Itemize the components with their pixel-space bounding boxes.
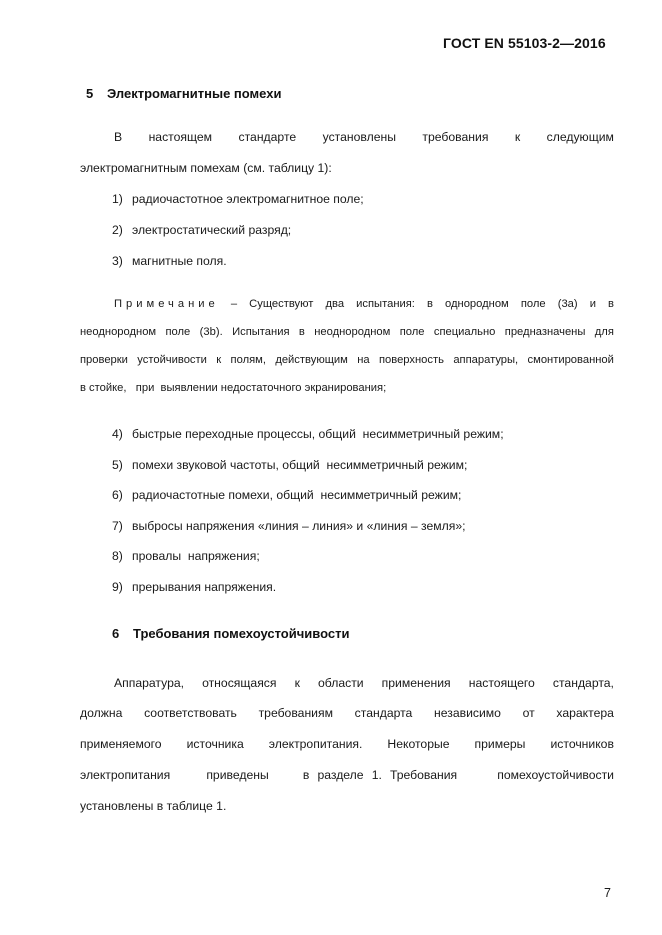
section-6-para-line-2: должна соответствовать требованиям стандарта независимо от характера [80, 706, 614, 720]
note-line-4: в стойке, при выявлении недостаточного экранирования; [80, 382, 387, 394]
note-label: Примечание [114, 298, 219, 310]
list-item: 8) провалы напряжения; [112, 549, 260, 563]
section-5-title: Электромагнитные помехи [107, 86, 282, 101]
document-code: ГОСТ EN 55103-2—2016 [443, 35, 606, 51]
section-5-intro-line-2: электромагнитным помехам (см. таблицу 1): [80, 161, 332, 175]
section-6-heading [112, 626, 349, 641]
list-item: 2) электростатический разряд; [112, 223, 292, 237]
list-item: 3) магнитные поля. [112, 254, 227, 268]
list-item: 5) помехи звуковой частоты, общий несимметричный режим; [112, 458, 468, 472]
section-6-para-line-1: Аппаратура, относящаяся к области применения настоящего стандарта, [114, 676, 614, 690]
list-item: 6) радиочастотные помехи, общий несимметричный режим; [112, 488, 462, 502]
list-item: 9) прерывания напряжения. [112, 580, 277, 594]
section-6-para-line-3: применяемого источника электропитания. Некоторые примеры источников [80, 737, 614, 751]
list-item: 4) быстрые переходные процессы, общий несимметричный режим; [112, 427, 504, 441]
section-6-para-line-5: установлены в таблице 1. [80, 799, 227, 813]
list-item: 7) выбросы напряжения «линия – линия» и «линия – земля»; [112, 519, 466, 533]
section-6-title: Требования помехоустойчивости [133, 626, 350, 641]
section-6-para-line-4: электропитания приведены в разделе 1. Требования помехоустойчивости [80, 768, 614, 782]
page-number: 7 [604, 886, 611, 900]
section-6-number: 6 [112, 626, 120, 641]
note-line-3: проверки устойчивости к полям, действующим на поверхность аппаратуры, смонтированной [80, 354, 614, 366]
section-5-number: 5 [86, 86, 94, 101]
note-line-2: неоднородном поле (3b). Испытания в неоднородном поле специально предназначены для [80, 326, 614, 338]
section-5-heading [86, 86, 281, 101]
note-line-1: Примечание – Существуют два испытания: в однородном поле (3а) и в [114, 298, 614, 310]
section-5-intro-line-1: В настоящем стандарте установлены требования к следующим [114, 130, 614, 144]
list-item: 1) радиочастотное электромагнитное поле; [112, 192, 364, 206]
